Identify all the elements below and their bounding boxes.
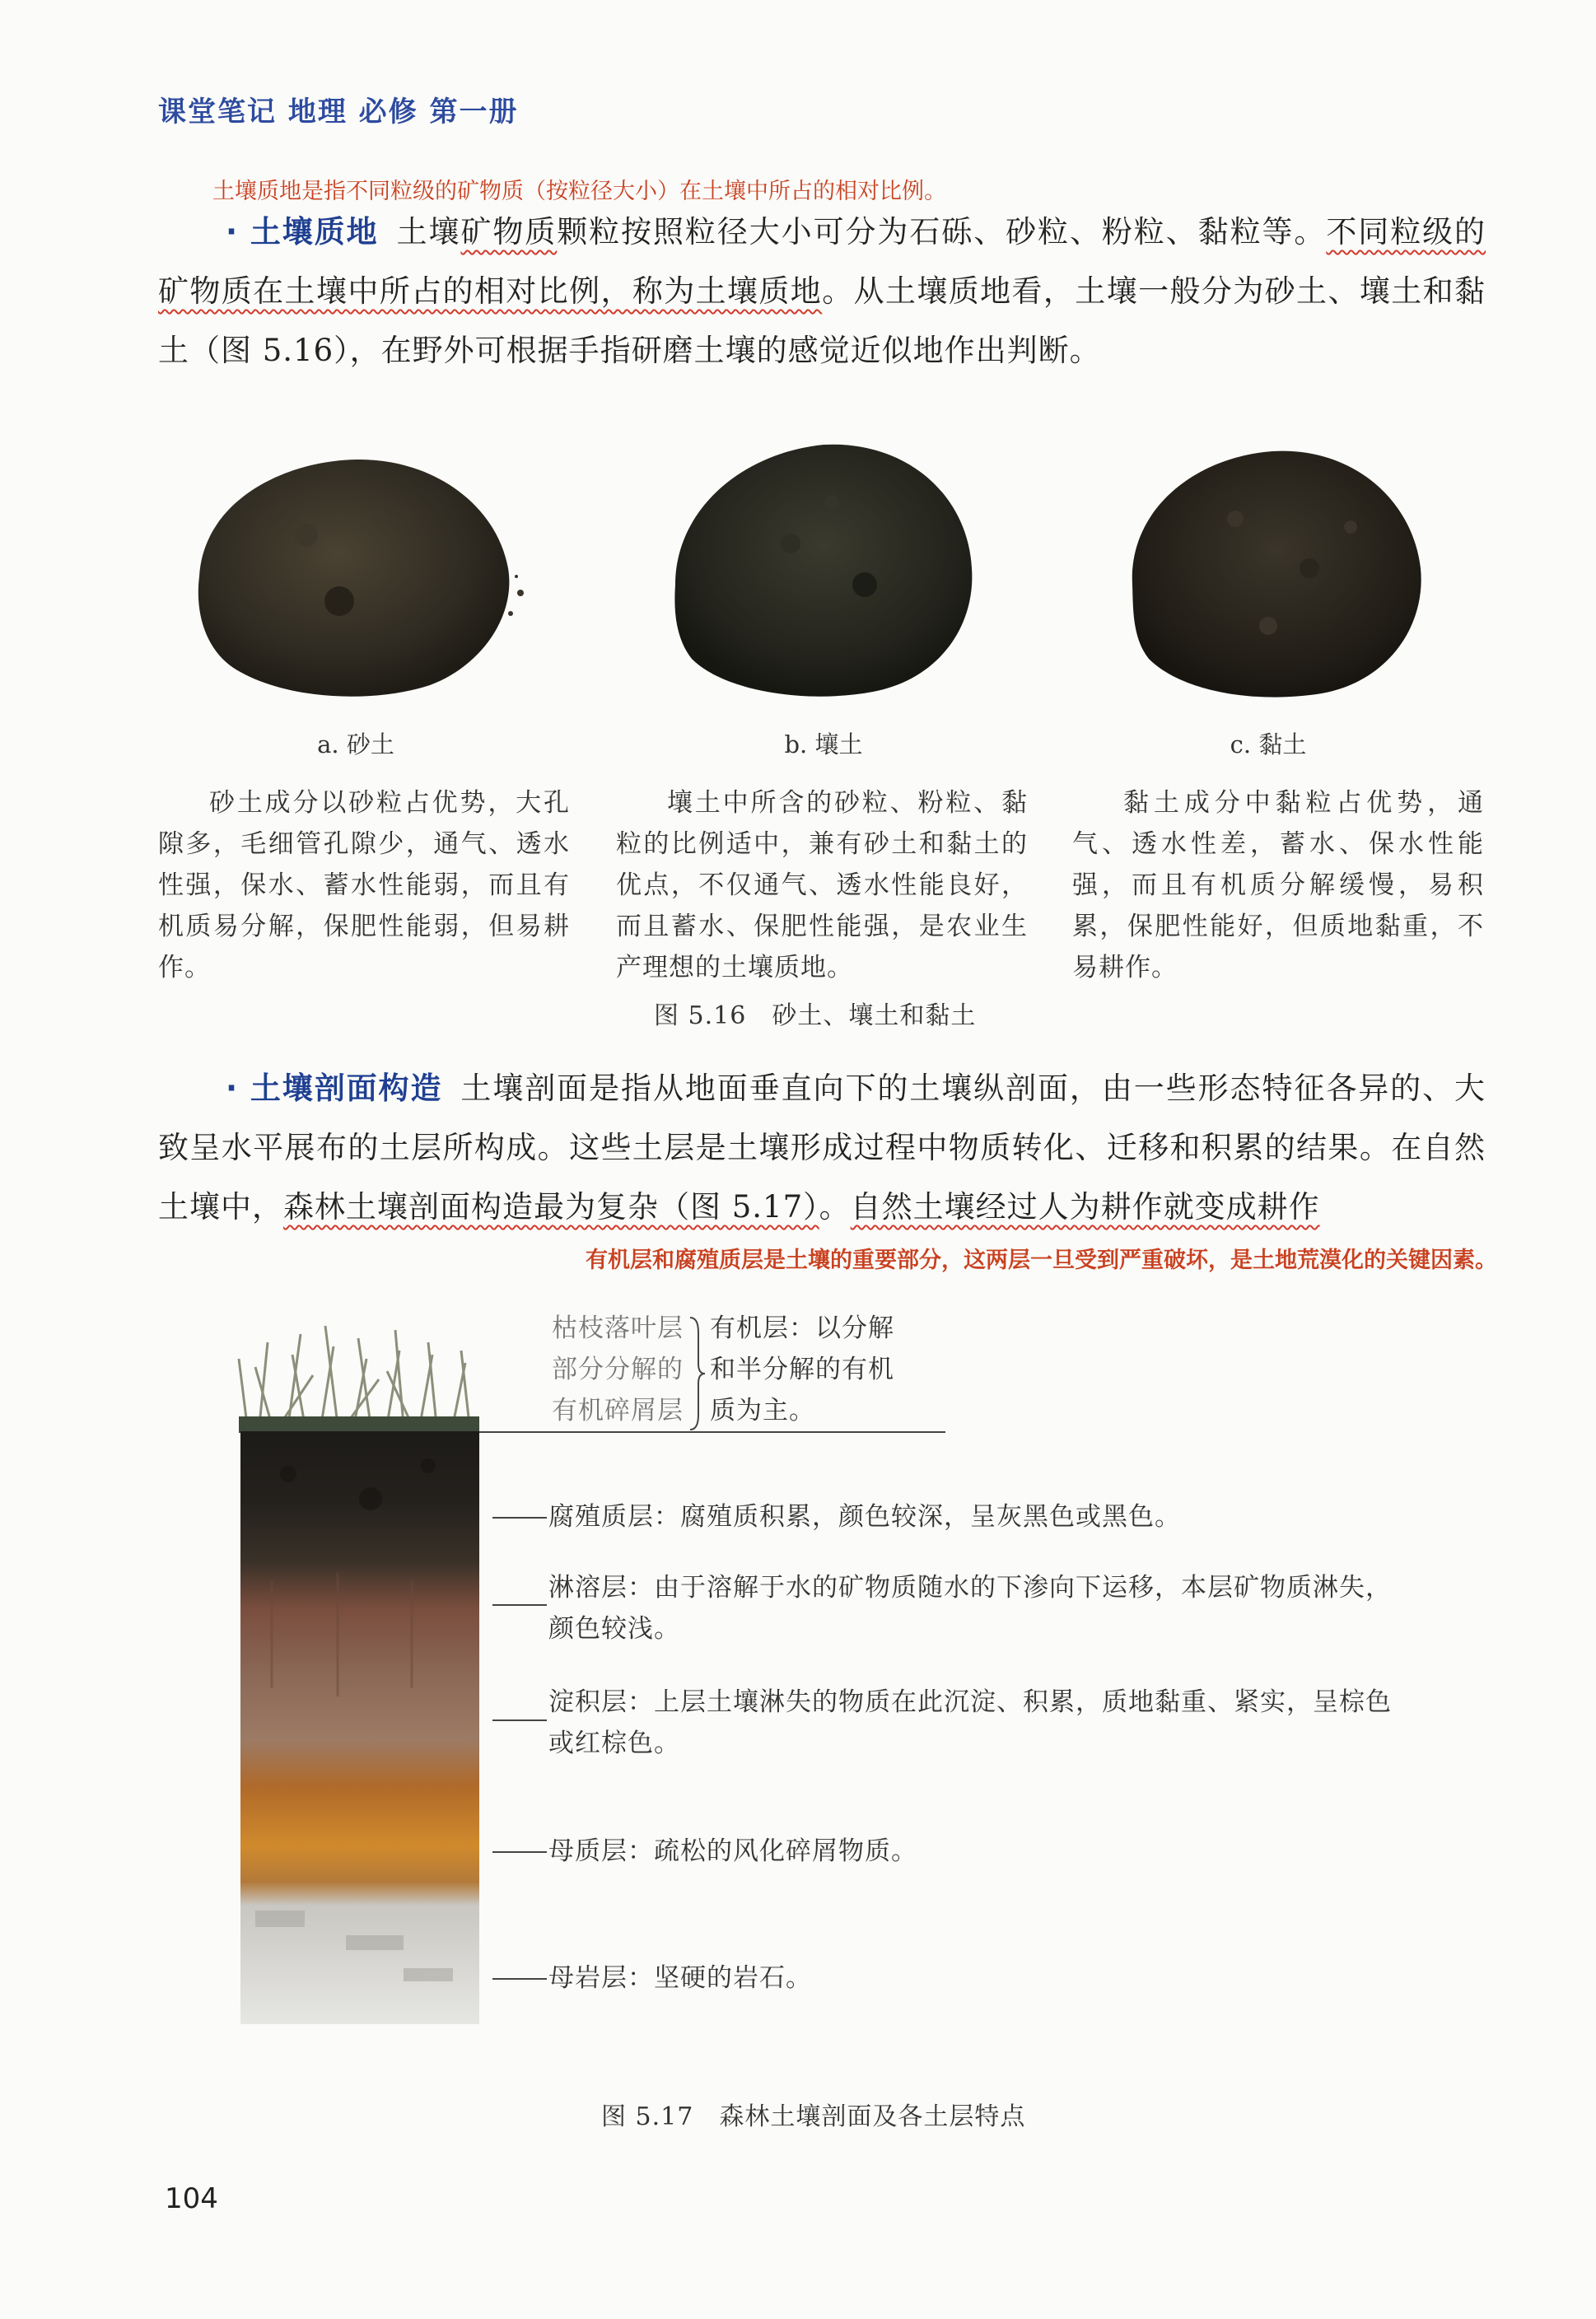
highlight-forest-profile: 森林土壤剖面构造最为复杂（图 5.17） [283, 1189, 819, 1225]
highlight-definition: 不同粒级的矿物质在土壤中所占的相对比例，称为土壤质地 [158, 214, 1486, 309]
figure-5-16-caption: 图 5.16 砂土、壤土和黏土 [654, 1001, 977, 1030]
forest-soil-profile-image [222, 1309, 494, 2034]
leader-line [492, 1851, 547, 1853]
description-loam-soil: 壤土中所含的砂粒、粉粒、黏粒的比例适中，兼有砂土和黏土的优点，不仅通气、透水性能良好，而且蓄水、保肥性能强，是农业生产理想的土壤质地。 [616, 788, 1028, 982]
highlight-cultivation: 自然土壤经过人为耕作就变成耕作 [850, 1189, 1320, 1225]
label-partially-decomposed: 部分分解的 [552, 1355, 684, 1384]
eluvial-line: 淋溶层：由于溶解于水的矿物质随水的下渗向下运移，本层矿物质淋失， [548, 1573, 1392, 1603]
organic-desc-line: 和半分解的有机 [710, 1355, 894, 1384]
description-sandy-soil: 砂土成分以砂粒占优势，大孔隙多，毛细管孔隙少，通气、透水性强，保水、蓄水性能弱，而且有机质易分解，保肥性能弱，但易耕作。 [158, 788, 570, 982]
label-litter-layer: 枯枝落叶层 [552, 1313, 684, 1343]
illuvial-line: 或红棕色。 [548, 1729, 680, 1758]
caption-loam-soil: b. 壤土 [784, 730, 863, 758]
leader-line [479, 1431, 945, 1433]
label-bedrock-layer: 母岩层：坚硬的岩石。 [548, 1963, 812, 1993]
paragraph-soil-texture [158, 203, 1486, 380]
label-organic-layer [710, 1308, 894, 1431]
margin-note-soil-texture: 土壤质地是指不同粒级的矿物质（按粒径大小）在土壤中所占的相对比例。 [212, 179, 946, 204]
text-segment: 土壤 [396, 214, 461, 250]
caption-clay-soil: c. 黏土 [1230, 730, 1307, 758]
clay-soil-image [1104, 420, 1449, 700]
page-number: 104 [165, 2182, 218, 2215]
label-humus-layer: 腐殖质层：腐殖质积累，颜色较深，呈灰黑色或黑色。 [548, 1502, 1181, 1532]
label-parent-material-layer: 母质层：疏松的风化碎屑物质。 [548, 1836, 917, 1866]
term-soil-profile: · 土壤剖面构造 [226, 1071, 443, 1106]
text-segment: 颗粒按照粒径大小可分为石砾、砂粒、粉粒、黏粒等。 [557, 214, 1327, 250]
book-header: 课堂笔记 地理 必修 第一册 [158, 96, 519, 128]
label-illuvial-layer [548, 1682, 1392, 1764]
text-segment: 土壤剖面是指从地面垂直向下的土壤纵剖面，由一些形态特征各异的、大致呈水平展布的土层所构成。这些土层是土壤形成过程中物质转化、迁移和积累的结果。在自然土壤中， [158, 1071, 1486, 1225]
figure-5-17-caption: 图 5.17 森林土壤剖面及各土层特点 [601, 2102, 1026, 2131]
leader-line [492, 1719, 547, 1721]
margin-note-organic-humus: 有机层和腐殖质层是土壤的重要部分，这两层一旦受到严重破坏，是土地荒漠化的关键因素。 [586, 1248, 1497, 1273]
eluvial-line: 颜色较浅。 [548, 1614, 680, 1644]
highlight-mineral: 矿物质 [460, 214, 558, 250]
leader-line [492, 1517, 547, 1519]
organic-desc-line: 有机层：以分解 [710, 1313, 894, 1343]
description-clay-soil: 黏土成分中黏粒占优势，通气、透水性差，蓄水、保水性能强，而且有机质分解缓慢，易积累，保肥性能好，但质地黏重，不易耕作。 [1072, 788, 1484, 982]
brace-icon [687, 1316, 707, 1431]
label-organic-debris-layer: 有机碎屑层 [552, 1396, 684, 1425]
text-segment: 。从土壤质地看，土壤一般分为砂土、壤土和黏土（图 5.16），在野外可根据手指研磨土壤的感觉近似地作出判断。 [158, 273, 1486, 368]
paragraph-soil-profile [158, 1059, 1486, 1237]
label-eluvial-layer [548, 1567, 1392, 1649]
illuvial-line: 淀积层：上层土壤淋失的物质在此沉淀、积累，质地黏重、紧实，呈棕色 [548, 1687, 1392, 1717]
term-soil-texture: · 土壤质地 [226, 214, 379, 250]
organic-desc-line: 质为主。 [710, 1396, 815, 1425]
leader-line [492, 1978, 547, 1980]
label-organic-sublayers [545, 1308, 684, 1431]
leader-line [492, 1604, 547, 1606]
caption-sandy-soil: a. 砂土 [317, 730, 394, 758]
sandy-soil-image [183, 428, 529, 708]
text-segment: 。 [819, 1189, 851, 1225]
loam-soil-image [651, 420, 996, 700]
